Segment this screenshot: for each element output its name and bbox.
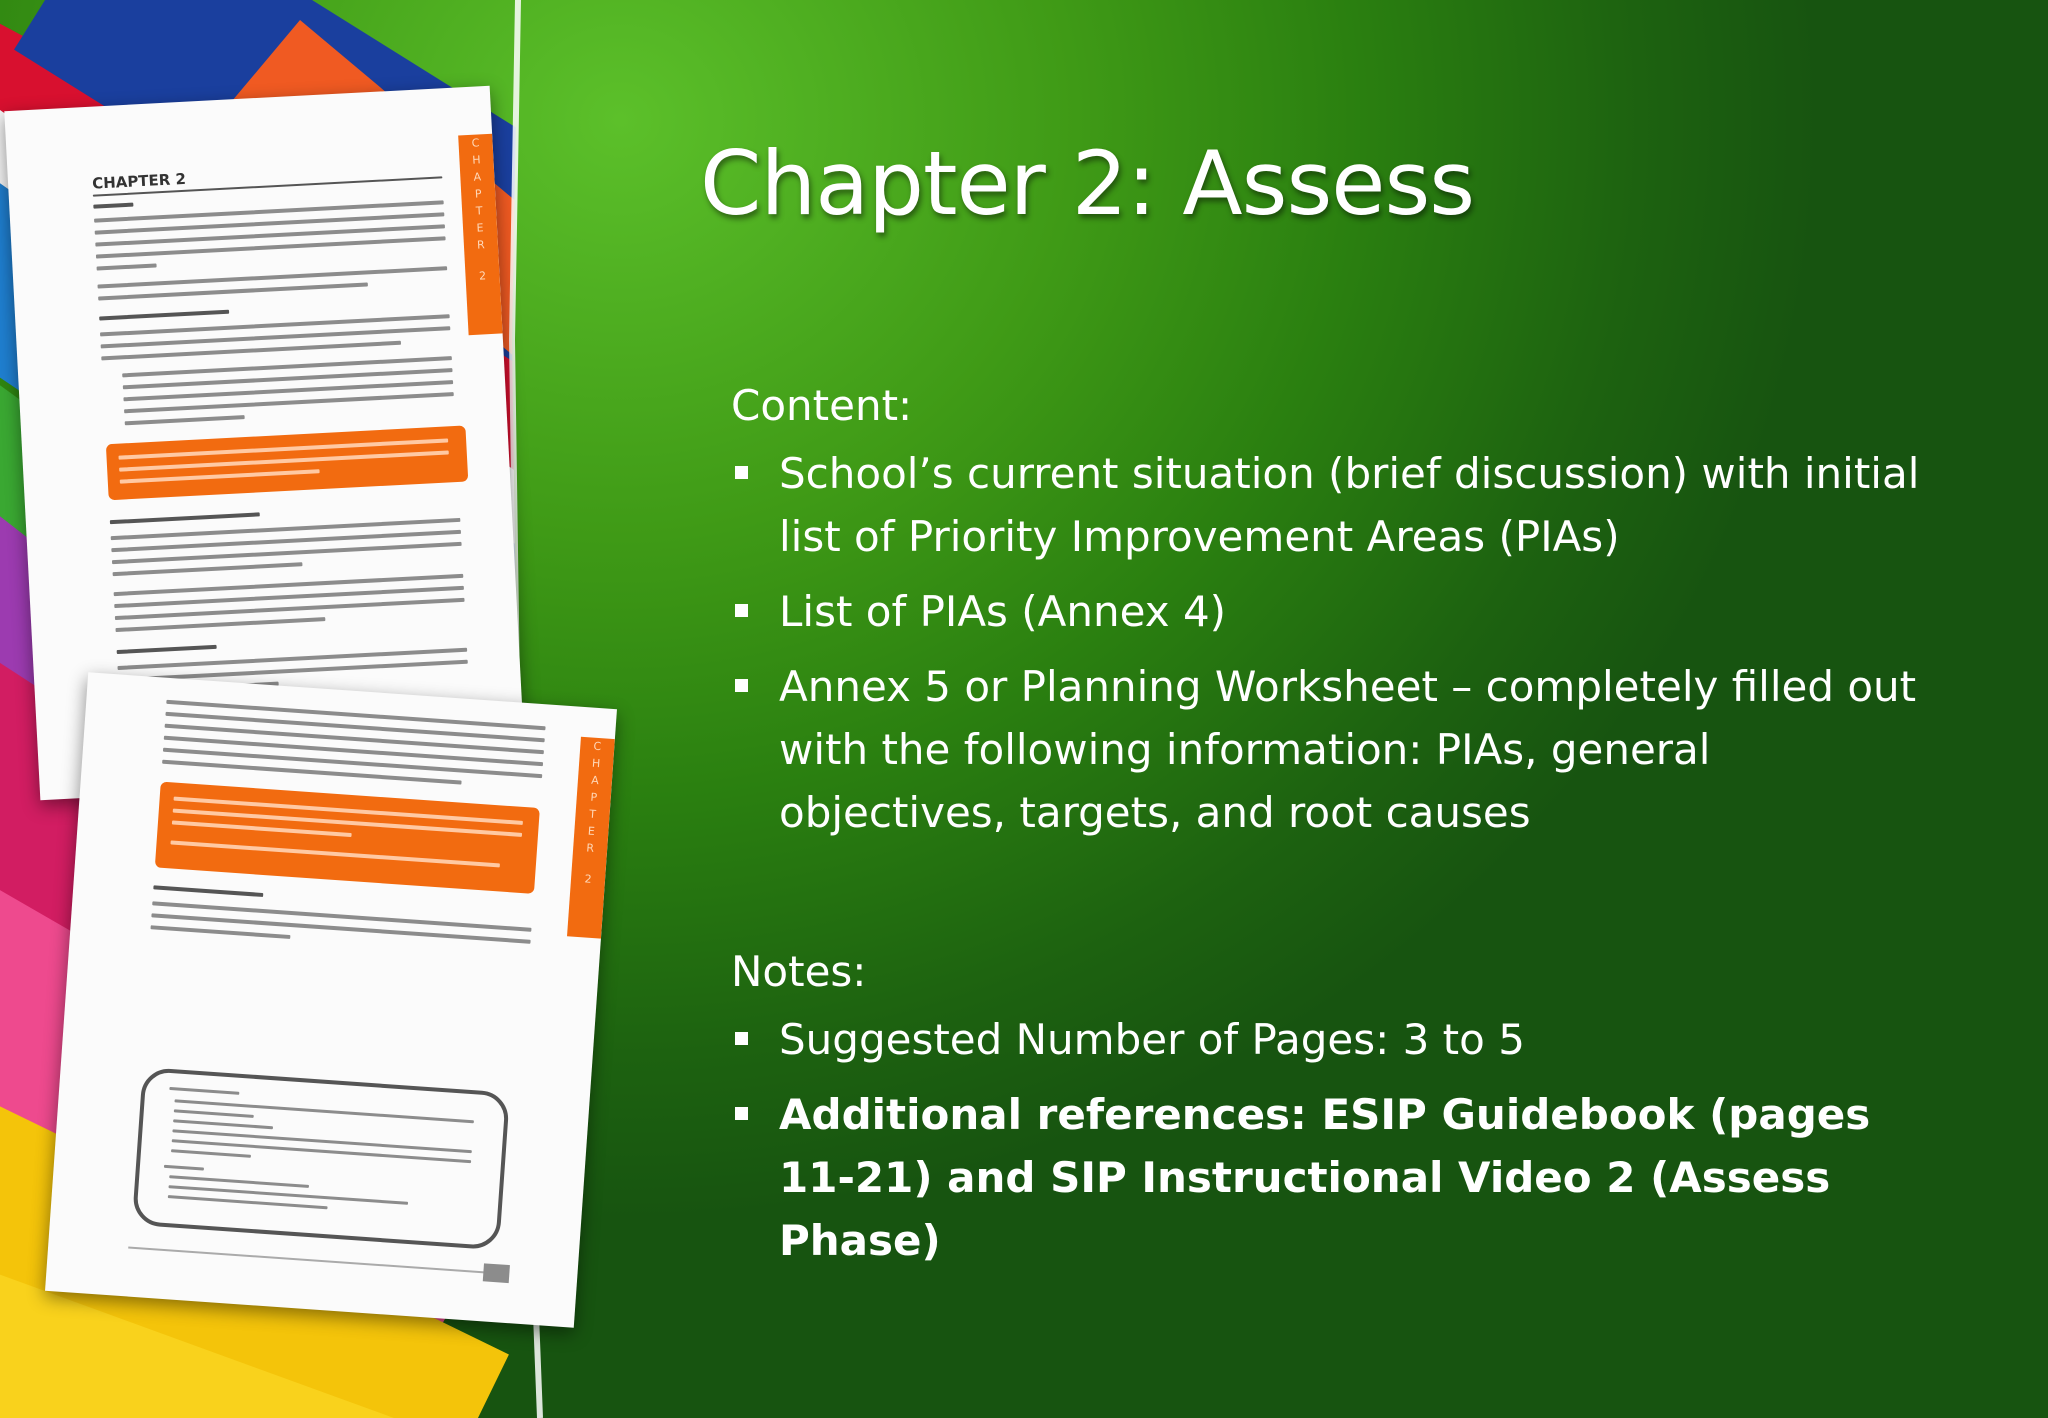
- document-content-check-box: [132, 1067, 510, 1250]
- document-text-line: [170, 840, 499, 867]
- document-text-line: [93, 203, 133, 209]
- document-text-line: [113, 562, 303, 576]
- document-text-line: [110, 512, 260, 524]
- square-bullet-icon: [735, 1107, 748, 1120]
- document-highlight-box: [155, 782, 540, 894]
- document-text-line: [97, 266, 447, 288]
- document-text-line: [114, 574, 464, 596]
- document-text-line: [174, 1099, 473, 1123]
- document-text-line: [173, 1119, 273, 1129]
- chapter-side-tab: [567, 737, 615, 939]
- document-text-line: [162, 760, 462, 785]
- notes-bullet-list: [731, 1008, 1931, 1272]
- side-tab-letter: P: [474, 187, 482, 201]
- content-bullet-item: [731, 655, 1931, 844]
- content-bullet-list: [731, 442, 1931, 844]
- bullet-text: Additional references: ESIP Guidebook (pages 11-21) and SIP Instructional Video 2 (Assess Phase): [779, 1090, 1871, 1265]
- document-text-line: [174, 1109, 254, 1118]
- bullet-text: Suggested Number of Pages: 3 to 5: [779, 1015, 1525, 1064]
- document-text-line: [150, 925, 290, 939]
- notes-bullet-item: [731, 1083, 1931, 1272]
- side-tab-letter: E: [476, 221, 484, 235]
- side-tab-letter: A: [590, 773, 600, 788]
- square-bullet-icon: [735, 1032, 748, 1045]
- document-text-line: [99, 310, 229, 321]
- side-tab-letter: H: [472, 153, 481, 167]
- side-tab-letter: T: [475, 204, 483, 218]
- side-tab-letter: E: [587, 824, 596, 838]
- content-bullet-item: [731, 580, 1931, 643]
- document-text-line: [120, 469, 320, 483]
- side-tab-letter: H: [591, 756, 601, 771]
- document-text-line: [169, 1087, 239, 1095]
- slide-title: Chapter 2: Assess: [700, 132, 1475, 235]
- content-heading: Content:: [731, 381, 913, 430]
- side-tab-letter: C: [471, 136, 480, 150]
- side-tab-letter: A: [473, 170, 482, 184]
- side-tab-letter: 2: [478, 269, 487, 283]
- side-tab-letter: 2: [584, 872, 593, 886]
- side-tab-letter: T: [588, 807, 597, 822]
- document-text-line: [168, 1185, 408, 1205]
- document-text-line: [97, 263, 157, 270]
- content-section: [731, 378, 1931, 856]
- square-bullet-icon: [735, 679, 748, 692]
- document-footer-rule: [128, 1246, 507, 1275]
- bullet-text: School’s current situation (brief discussion) with initial list of Priority Improvement Areas (PIAs): [779, 449, 1920, 561]
- document-text-line: [125, 415, 245, 425]
- document-text-line: [172, 1139, 471, 1163]
- document-page-2-thumbnail: [45, 672, 617, 1327]
- document-text-line: [153, 885, 263, 897]
- document-page-number: [483, 1263, 510, 1283]
- document-text-line: [117, 645, 217, 654]
- square-bullet-icon: [735, 466, 748, 479]
- document-text-line: [115, 617, 325, 632]
- document-text-line: [164, 1165, 204, 1171]
- notes-bullet-item: [731, 1008, 1931, 1071]
- notes-section: [731, 944, 1931, 1284]
- document-text-line: [171, 1149, 251, 1158]
- content-bullet-item: [731, 442, 1931, 568]
- document-highlight-box: [106, 425, 468, 500]
- side-tab-letter: C: [593, 739, 602, 754]
- side-tab-letter: R: [476, 238, 486, 252]
- side-tab-letter: P: [590, 790, 598, 805]
- side-tab-letter: R: [585, 841, 595, 855]
- document-text-line: [94, 200, 444, 222]
- bullet-text: List of PIAs (Annex 4): [779, 587, 1227, 636]
- document-chapter-heading: CHAPTER 2: [91, 169, 187, 193]
- bullet-text: Annex 5 or Planning Worksheet – completely filled out with the following information: PIAs, general objectives, targets, and root causes: [779, 662, 1917, 837]
- notes-heading: Notes:: [731, 947, 867, 996]
- square-bullet-icon: [735, 604, 748, 617]
